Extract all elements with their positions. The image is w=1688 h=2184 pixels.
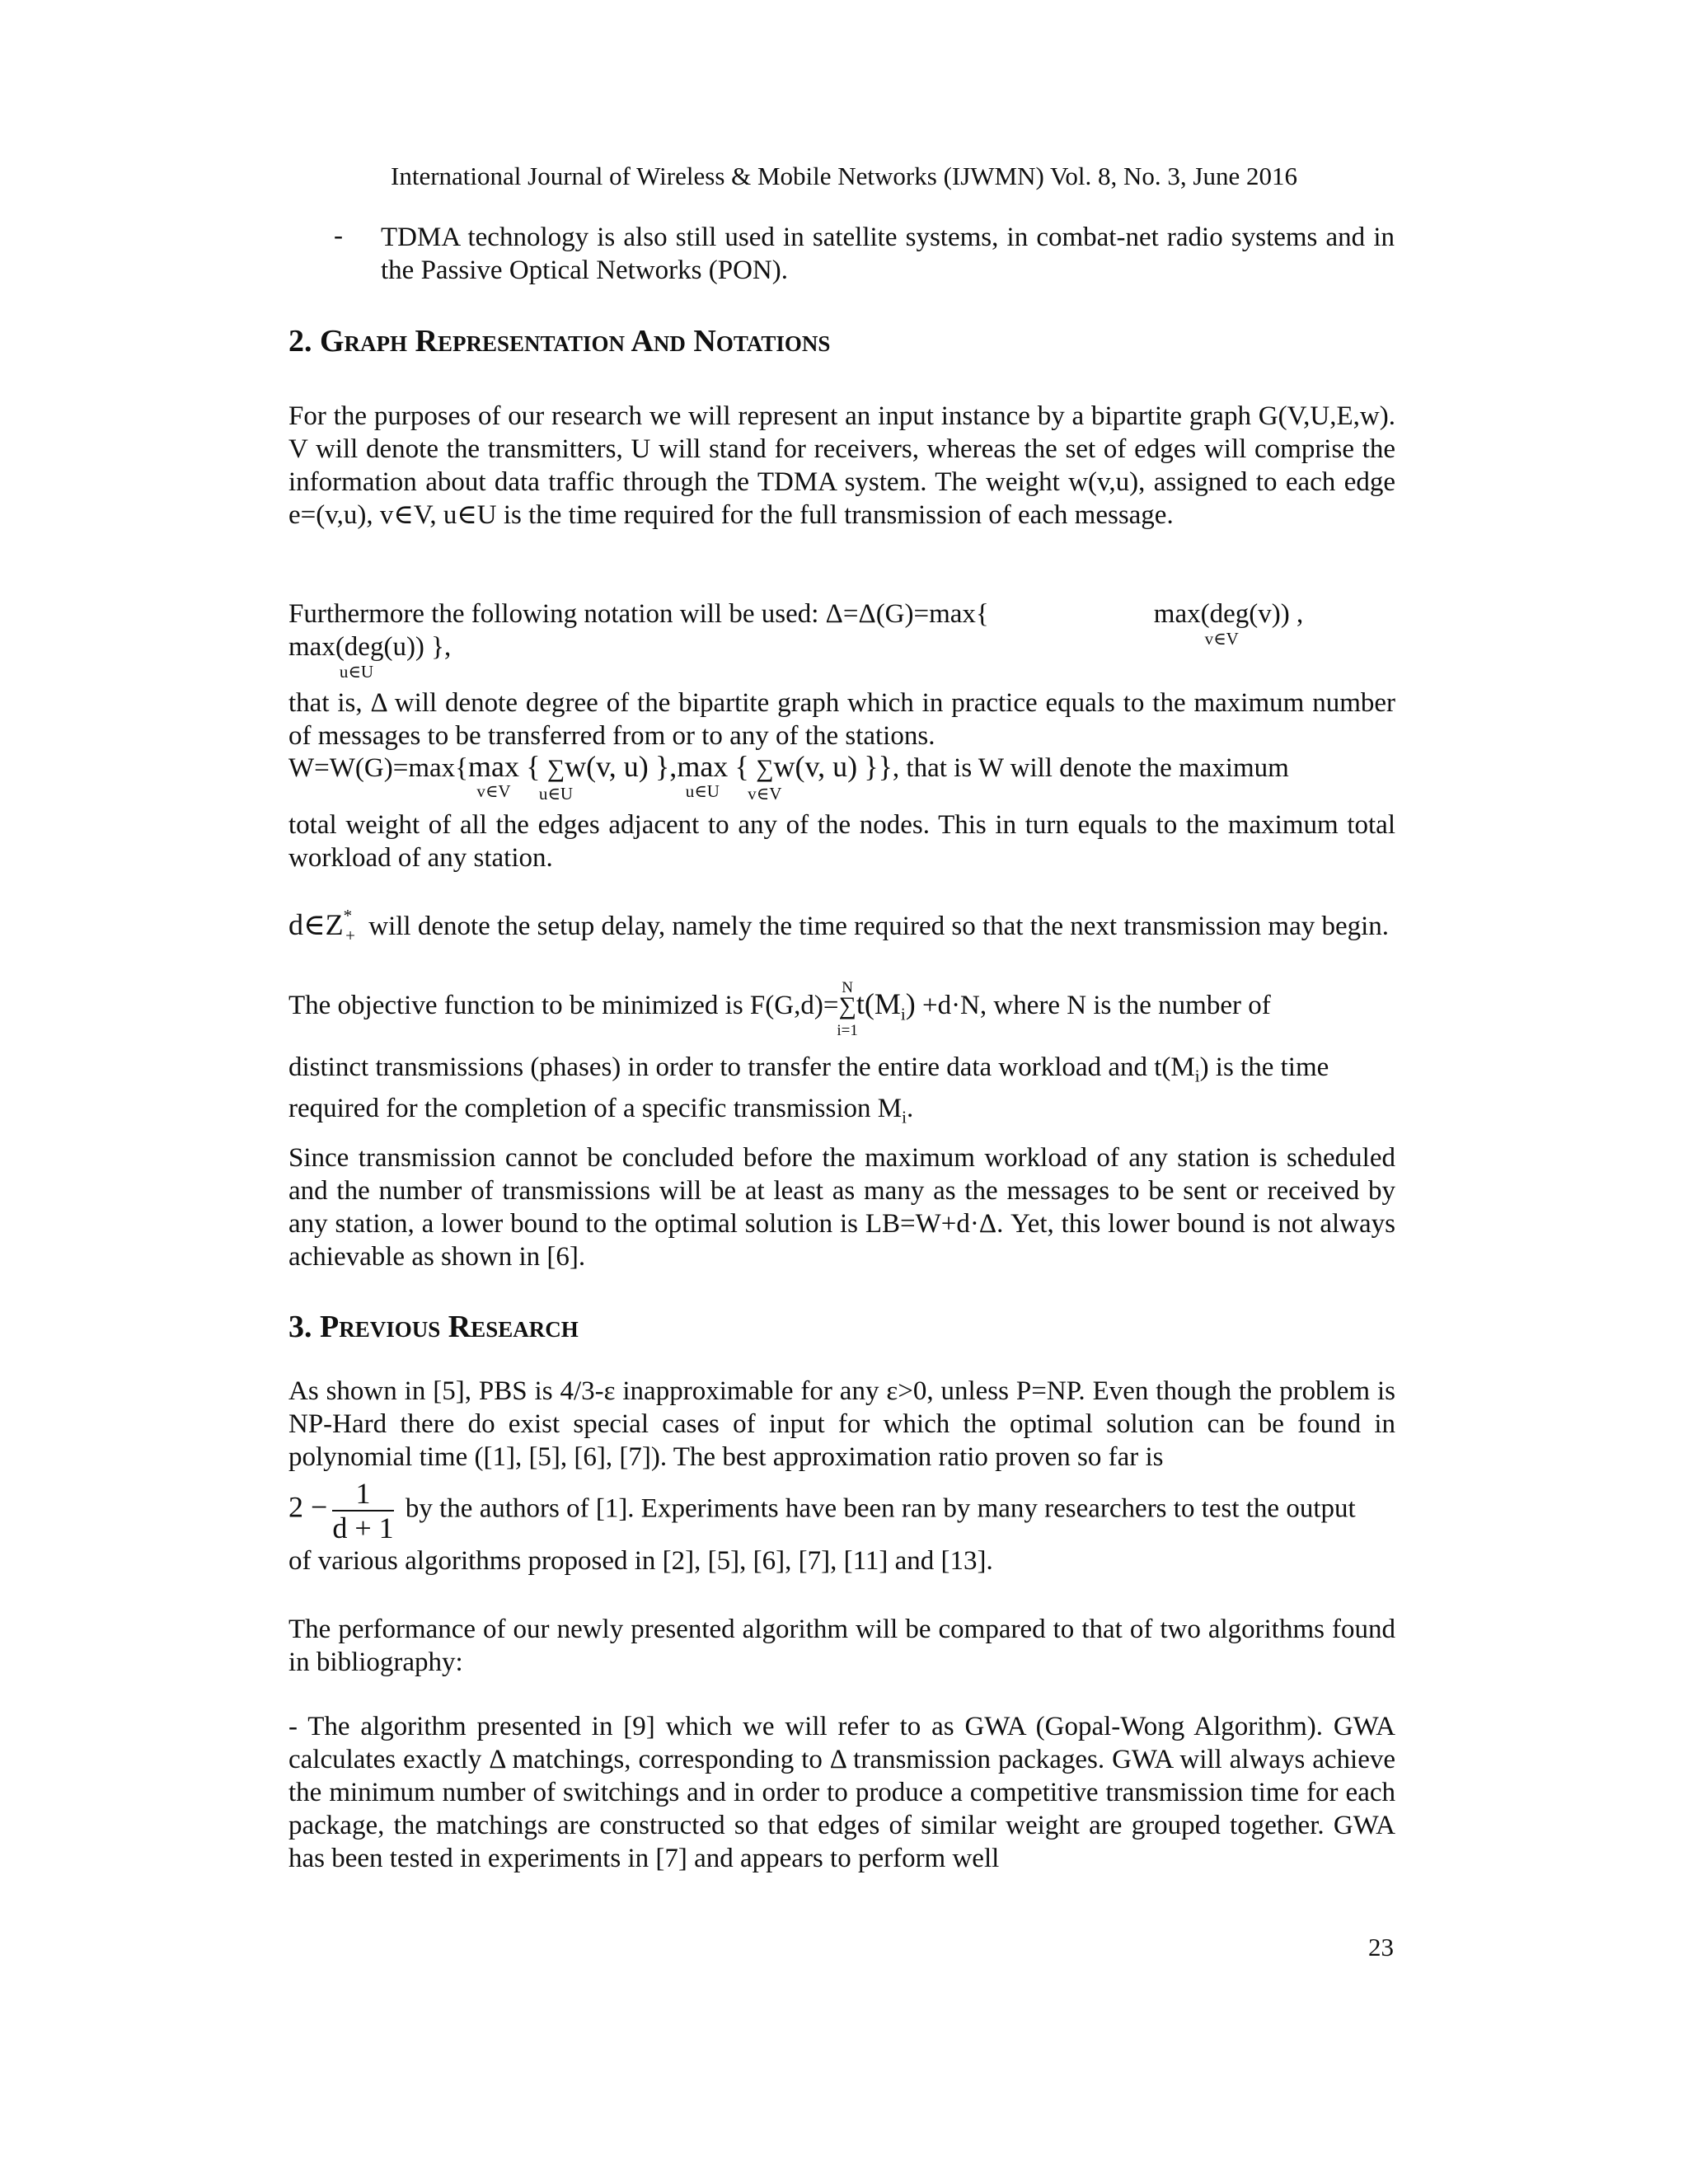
- brace-close-2: }}: [864, 750, 893, 783]
- sum-v-sub: v∈V: [748, 784, 782, 804]
- sum-u-symbol: ∑: [546, 755, 565, 782]
- sum-u-sub: u∈U: [538, 784, 574, 804]
- page-number: 23: [1368, 1933, 1394, 1961]
- notation-comma: ,: [1289, 599, 1304, 629]
- t-m-close: ): [905, 987, 916, 1020]
- weight-tail: , that is W will denote the maximum: [892, 753, 1289, 783]
- objective-line-3: [288, 1092, 1395, 1134]
- sum-i-symbol: ∑: [838, 992, 856, 1019]
- max-u: [677, 750, 729, 801]
- line2-b: ) is the time: [1199, 1052, 1329, 1082]
- paragraph-text: - The algorithm presented in [9] which we will refer to as GWA (Gopal-Wong Algorithm). GWA calculates exactly Δ matchings, corresponding to Δ transmission packages. GWA will always achieve the minimum number of switchings and in order to produce a competitive transmission time for each package, the matchings are constructed so that edges of similar weight are grouped together. GWA has been tested in experiments in [7] and appears to perform well: [288, 1712, 1395, 1873]
- section-2-paragraph-5: [288, 979, 1395, 1134]
- notation-lead: Furthermore the following notation will be used: Δ=Δ(G)=max{: [288, 599, 989, 629]
- z-sup: *: [343, 906, 353, 926]
- objective-line: [288, 979, 1395, 1039]
- section-2-paragraph-3: [288, 750, 1395, 874]
- max-deg-u-sub: u∈U: [339, 662, 374, 682]
- notation-close: },: [424, 632, 452, 662]
- section-2-title: Graph Representation And Notations: [320, 324, 831, 359]
- objective-lead: The objective function to be minimized is F(G,d)=: [288, 991, 839, 1020]
- setup-delay-text: [288, 902, 1395, 952]
- setup-delay-rest: will denote the setup delay, namely the time required so that the next transmission may begin.: [361, 912, 1390, 941]
- sum-i-bottom: i=1: [837, 1022, 858, 1039]
- max-deg-v-sub: v∈V: [1204, 629, 1239, 649]
- sum-u: [538, 752, 574, 804]
- w-v-u-1: w(v, u): [565, 750, 649, 783]
- fraction-denominator: d + 1: [332, 1511, 394, 1544]
- section-3-paragraph-2: [288, 1613, 1395, 1679]
- paragraph-text: of various algorithms proposed in [2], [5], [6], [7], [11] and [13].: [288, 1546, 993, 1576]
- journal-header: International Journal of Wireless & Mobile Networks (IJWMN) Vol. 8, No. 3, June 2016: [391, 162, 1297, 190]
- sum-i: [837, 979, 858, 1039]
- section-3-paragraph-1: [288, 1375, 1395, 1577]
- max-v: [467, 750, 519, 801]
- ratio-fraction: [332, 1477, 393, 1544]
- paragraph-text: The performance of our newly presented algorithm will be compared to that of two algorithms found in bibliography:: [288, 1615, 1395, 1677]
- section-2-paragraph-6: [288, 1141, 1395, 1273]
- brace-open-2: {: [734, 750, 749, 783]
- section-3-heading: [288, 1309, 579, 1345]
- weight-lead: W=W(G)=max{: [288, 753, 468, 783]
- section-3-title: Previous Research: [320, 1310, 579, 1344]
- bullet-text: TDMA technology is also still used in satellite systems, in combat-net radio systems and in the Passive Optical Networks (PON).: [381, 223, 1395, 285]
- ratio-lead: 2 −: [288, 1490, 328, 1524]
- section-3-paragraph-3: [288, 1710, 1395, 1875]
- section-3-number: 3.: [288, 1310, 312, 1344]
- paragraph-text: Since transmission cannot be concluded before the maximum workload of any station is scheduled and the number of transmissions will be at least as many as the messages to be sent or received by any station, a lower bound to the optimal solution is LB=W+d·Δ. Yet, this lower bound is not always achievable as shown in [6].: [288, 1143, 1395, 1272]
- sum-i-top: N: [842, 979, 854, 996]
- section-2-paragraph-2: [288, 598, 1395, 752]
- objective-after: +d·N, where N is the number of: [915, 991, 1271, 1020]
- sum-v-symbol: ∑: [756, 755, 774, 782]
- bullet-dash: -: [334, 221, 343, 251]
- line2-sub: i: [1194, 1066, 1200, 1086]
- objective-line-2: [288, 1051, 1395, 1093]
- max-deg-v-text: max(deg(v)): [1153, 599, 1290, 629]
- brace-open: {: [526, 750, 541, 783]
- d-in-z: d∈Z: [288, 908, 344, 941]
- max-u-text: max: [677, 750, 729, 783]
- max-deg-u-text: max(deg(u)): [288, 632, 424, 662]
- section-2-heading: [288, 323, 830, 359]
- max-deg-u: [288, 630, 424, 682]
- max-v-sub: v∈V: [476, 781, 511, 801]
- sum-v: [748, 752, 782, 804]
- t-m-term: t(M: [856, 987, 901, 1020]
- t-m-sub: i: [900, 1004, 906, 1024]
- section-2-paragraph-1: [288, 400, 1395, 532]
- line3-b: .: [906, 1094, 914, 1124]
- paragraph-text: that is, Δ will denote degree of the bipartite graph which in practice equals to the maximum number of messages to be transferred from or to any of the stations.: [288, 688, 1395, 751]
- paragraph-text: For the purposes of our research we will represent an input instance by a bipartite graph G(V,U,E,w). V will denote the transmitters, U will stand for receivers, whereas the set of edges will comprise the information about data traffic through the TDMA system. The weight w(v,u), assigned to each edge e=(v,u), v∈V, u∈U is the time required for the full transmission of each message.: [288, 401, 1395, 530]
- notation-line: [288, 598, 1395, 682]
- max-v-text: max: [467, 750, 519, 783]
- line3-a: required for the completion of a specific transmission M: [288, 1094, 903, 1124]
- brace-close-1: },: [655, 750, 678, 783]
- ratio-after: by the authors of [1]. Experiments have been ran by many researchers to test the output: [398, 1493, 1356, 1524]
- ratio-line: [288, 1477, 1395, 1544]
- max-u-sub: u∈U: [685, 781, 720, 801]
- z-sub: +: [345, 925, 355, 945]
- paragraph-text: As shown in [5], PBS is 4/3-ε inapproximable for any ε>0, unless P=NP. Even though the problem is NP-Hard there do exist special cases of input for which the optimal solution can be found in polynomial time ([1], [5], [6], [7]). The best approximation ratio proven so far is: [288, 1376, 1395, 1472]
- max-deg-v: [1153, 598, 1290, 649]
- w-v-u-2: w(v, u): [773, 750, 858, 783]
- weight-formula-line: [288, 750, 1395, 804]
- paragraph-text: total weight of all the edges adjacent to any of the nodes. This in turn equals to the maximum total workload of any station.: [288, 810, 1395, 873]
- line2-a: distinct transmissions (phases) in order to transfer the entire data workload and t(M: [288, 1052, 1195, 1082]
- line3-sub: i: [902, 1107, 907, 1127]
- fraction-numerator: 1: [332, 1477, 393, 1511]
- section-2-number: 2.: [288, 324, 312, 359]
- section-2-paragraph-4: [288, 902, 1395, 952]
